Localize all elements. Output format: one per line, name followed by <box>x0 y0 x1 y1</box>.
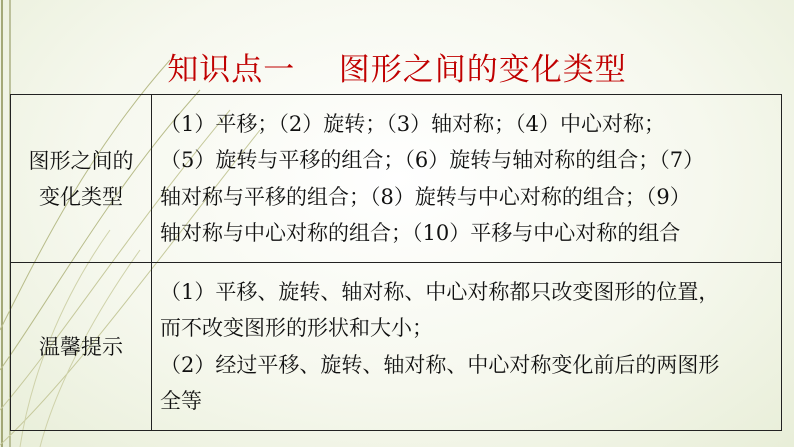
row-content-tips <box>152 263 782 431</box>
label-line: 图形之间的 <box>28 148 134 173</box>
row-label-tips <box>11 263 152 431</box>
content-line: （1）平移、旋转、轴对称、中心对称都只改变图形的位置， <box>160 279 720 304</box>
knowledge-table <box>10 94 782 431</box>
label-line: 温馨提示 <box>39 334 123 359</box>
content-line: （5）旋转与平移的组合；（6）旋转与轴对称的组合；（7） <box>160 148 705 172</box>
content-line: （1）平移；（2）旋转；（3）轴对称；（4）中心对称； <box>160 111 665 136</box>
content-line: 轴对称与平移的组合；（8）旋转与中心对称的组合；（9） <box>160 184 691 209</box>
row-label-transform-types <box>11 95 152 263</box>
page-title: 知识点一 图形之间的变化类型 <box>167 52 627 88</box>
content-line: 而不改变图形的形状和大小； <box>160 316 433 340</box>
label-line: 变化类型 <box>39 184 123 209</box>
content-line: 轴对称与中心对称的组合；（10）平移与中心对称的组合 <box>160 221 681 245</box>
row-content-transform-types <box>152 95 782 263</box>
content-line: 全等 <box>160 389 202 413</box>
table-row <box>11 95 782 263</box>
content-line: （2）经过平移、旋转、轴对称、中心对称变化前后的两图形 <box>160 352 720 377</box>
table-row <box>11 263 782 431</box>
